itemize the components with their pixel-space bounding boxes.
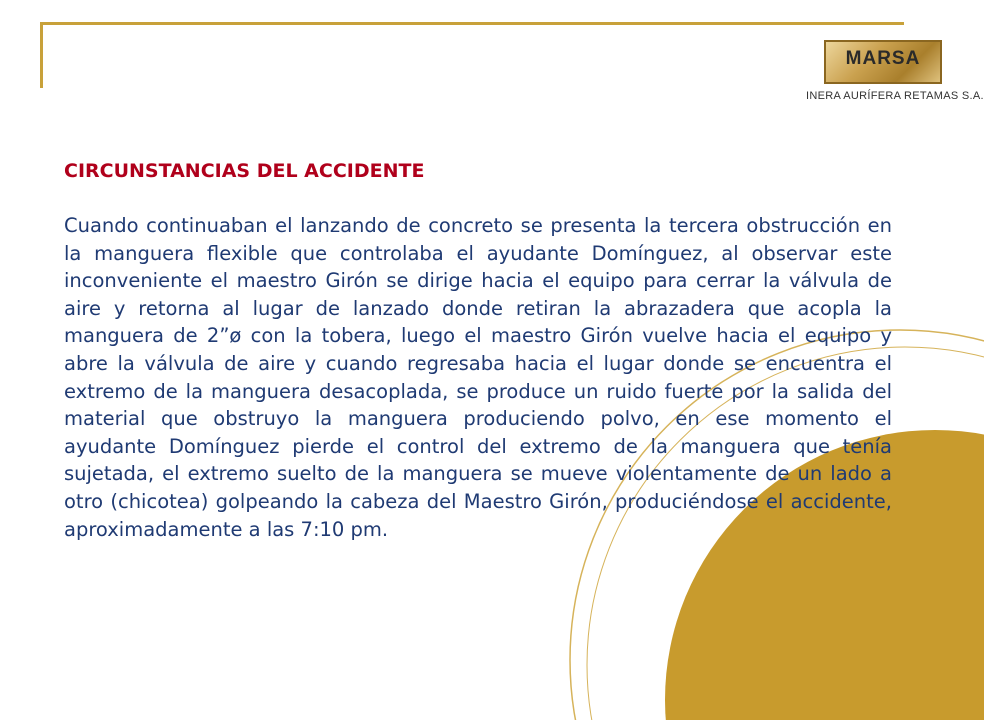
logo-subtitle: INERA AURÍFERA RETAMAS S.A. — [806, 90, 984, 102]
slide-title: CIRCUNSTANCIAS DEL ACCIDENTE — [64, 160, 425, 182]
slide-body: Cuando continuaban el lanzando de concreto se presenta la tercera obstrucción en la manguera flexible que controlaba el ayudante Domínguez, al observar este inconveniente el maestro Girón se dirige hacia el equipo para cerrar la válvula de aire y retorna al lugar de lanzado donde retiran la abrazadera que acopla la manguera de 2”ø con la tobera, luego el maestro Girón vuelve hacia el equipo y abre la válvula de aire y cuando regresaba hacia el lugar donde se encuentra el extremo de la manguera desacoplada, se produce un ruido fuerte por la salida del material que obstruyo la manguera produciendo polvo, en ese momento el ayudante Domínguez pierde el control del extremo de la manguera que tenía sujetada, el extremo suelto de la manguera se mueve violentamente de un lado a otro (chicotea) golpeando la cabeza del Maestro Girón, produciéndose el accidente, aproximadamente a las 7:10 pm. — [64, 214, 892, 541]
company-logo — [806, 40, 984, 110]
logo-brand: MARSA — [845, 48, 921, 69]
